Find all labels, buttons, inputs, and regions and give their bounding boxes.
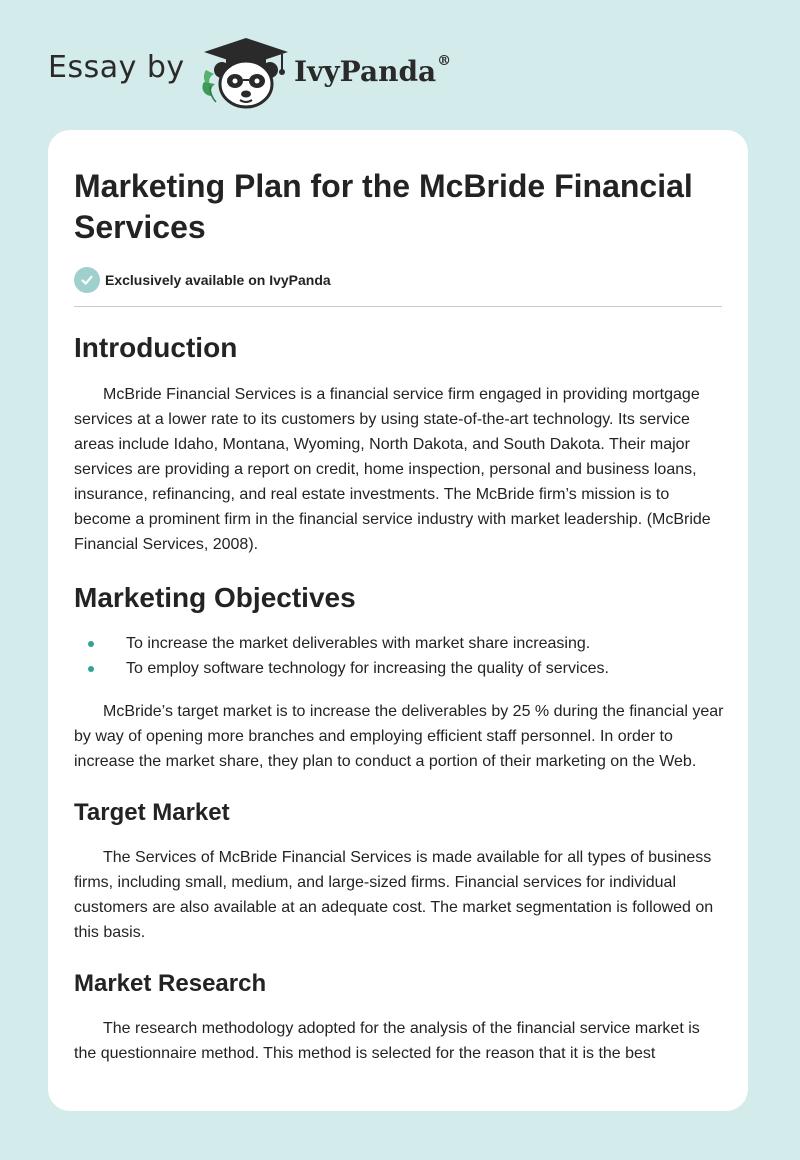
- list-item: [74, 631, 724, 656]
- exclusive-badge: [74, 266, 724, 294]
- article-card: [48, 130, 748, 1111]
- brand-prefix: Essay by: [48, 50, 185, 85]
- introduction-paragraph: McBride Financial Services is a financial service firm engaged in providing mortgage services at a lower rate to its customers by using state-of-the-art technology. Its service areas include Idaho, Montana, Wyoming, North Dakota, and South Dakota. Their major services are providing a report on credit, home inspection, personal and business loans, insurance, refinancing, and real estate investments. The McBride firm’s mission is to become a prominent firm in the financial service industry with market leadership. (McBride Financial Services, 2008).: [74, 386, 711, 553]
- market-research-paragraph: The research methodology adopted for the analysis of the financial service market is the questionnaire method. This method is selected for the reason that it is the best: [74, 1020, 700, 1062]
- panda-face-icon: [214, 61, 278, 107]
- ivy-leaf-icon: [202, 70, 216, 102]
- site-header: [0, 0, 800, 130]
- registered-mark: ®: [437, 53, 452, 69]
- target-market-paragraph: The Services of McBride Financial Services is made available for all types of business firms, including small, medium, and large-sized firms. Financial services for individual customers are also available at an adequate cost. The market segmentation is followed on this basis.: [74, 849, 714, 941]
- title-divider: [74, 306, 722, 307]
- section-heading-target-market: Target Market: [74, 799, 230, 826]
- bullet-icon: [88, 666, 94, 672]
- list-item: [74, 656, 724, 681]
- list-item-text: To increase the market deliverables with market share increasing.: [126, 635, 591, 652]
- bullet-icon: [88, 641, 94, 647]
- article-content: [74, 130, 724, 1066]
- section-heading-market-research: Market Research: [74, 970, 267, 997]
- article-title: Marketing Plan for the McBride Financial Services: [74, 168, 693, 245]
- section-heading-objectives: Marketing Objectives: [74, 582, 356, 613]
- list-item-text: To employ software technology for increasing the quality of services.: [126, 660, 609, 677]
- check-icon: [74, 267, 100, 293]
- objectives-list: [74, 631, 724, 681]
- brand-name[interactable]: [294, 55, 451, 88]
- objectives-paragraph: McBride’s target market is to increase the deliverables by 25 % during the financial year by way of opening more branches and employing efficient staff personnel. In order to increase the market share, they plan to conduct a portion of their marketing on the Web.: [74, 703, 724, 770]
- exclusive-badge-text: Exclusively available on IvyPanda: [105, 272, 331, 288]
- panda-logo-icon[interactable]: [200, 36, 292, 110]
- brand-name-text: IvyPanda: [294, 55, 437, 88]
- section-heading-introduction: Introduction: [74, 332, 238, 363]
